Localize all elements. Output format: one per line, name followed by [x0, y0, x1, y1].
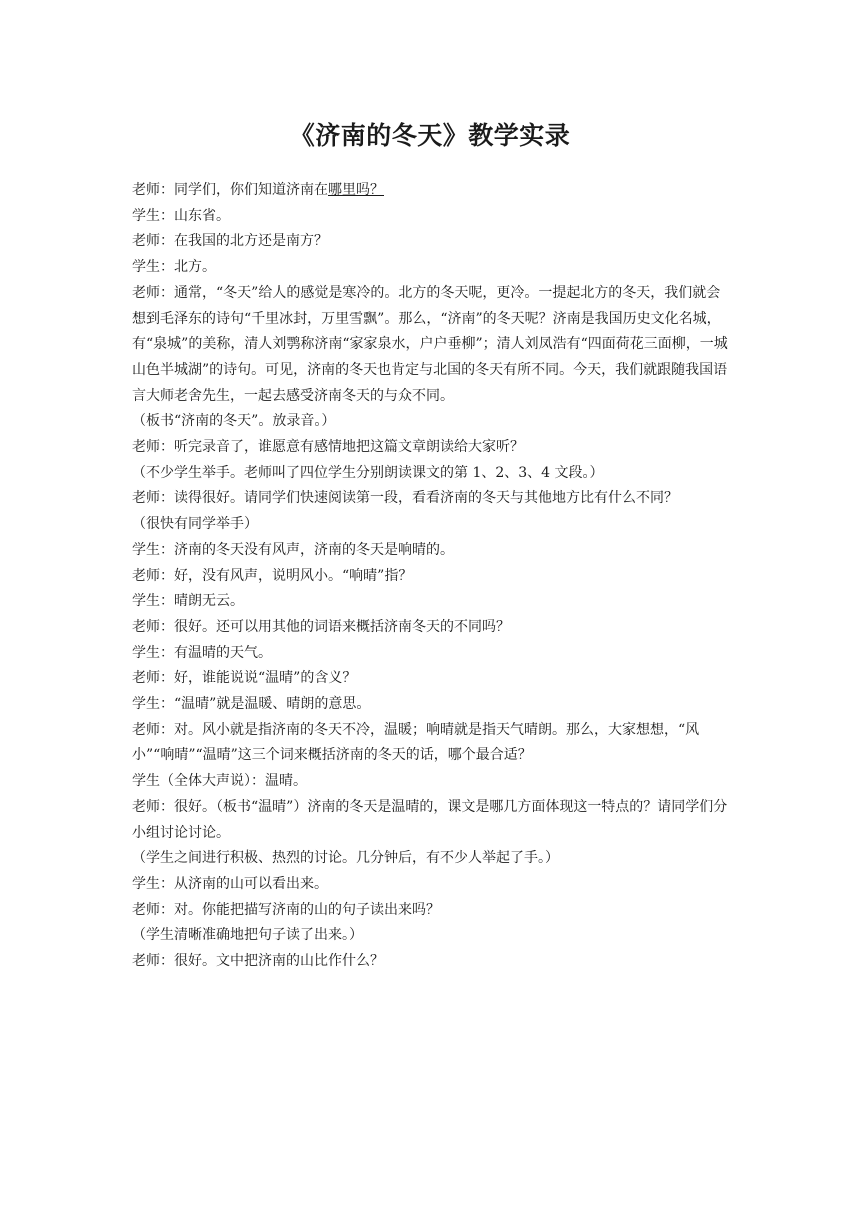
dialogue-paragraph: 老师：对。风小就是指济南的冬天不冷，温暖；响晴就是指天气晴朗。那么，大家想想，“风小”“响晴”“温晴”这三个词来概括济南的冬天的话，哪个最合适？	[132, 721, 700, 764]
dialogue-paragraph: 学生：北方。	[132, 259, 216, 276]
dialogue-paragraph: 老师：对。你能把描写济南的山的句子读出来吗？	[132, 901, 440, 918]
dialogue-paragraph: 学生：山东省。	[132, 207, 230, 224]
dialogue-paragraph: 老师：好，没有风声，说明风小。“响晴”指？	[132, 567, 413, 584]
dialogue-paragraph: 老师：读得很好。请同学们快速阅读第一段，看看济南的冬天与其他地方比有什么不同？	[132, 490, 678, 507]
dialogue-paragraph: 学生：“温晴”就是温暖、晴朗的意思。	[132, 696, 371, 713]
dialogue-paragraph: 学生：从济南的山可以看出来。	[132, 875, 328, 892]
dialogue-paragraph: 老师：很好。还可以用其他的词语来概括济南冬天的不同吗？	[132, 618, 510, 635]
dialogue-paragraph: 老师：在我国的北方还是南方？	[132, 233, 328, 250]
dialogue-paragraph: 老师：听完录音了，谁愿意有感情地把这篇文章朗读给大家听？	[132, 439, 524, 456]
underlined-text: 哪里吗？	[328, 182, 384, 198]
document-title: 《济南的冬天》教学实录	[289, 121, 571, 150]
dialogue-paragraph: （不少学生举手。老师叫了四位学生分别朗读课文的第 1、2、3、4 文段。）	[132, 464, 604, 481]
dialogue-paragraph: 学生：有温晴的天气。	[132, 644, 272, 661]
dialogue-paragraph: （很快有同学举手）	[132, 516, 258, 533]
dialogue-paragraph	[132, 178, 732, 204]
document-body	[132, 178, 732, 975]
dialogue-paragraph: （学生之间进行积极、热烈的讨论。几分钟后，有不少人举起了手。）	[132, 850, 559, 867]
dialogue-paragraph: 老师：很好。文中把济南的山比作什么？	[132, 953, 384, 970]
dialogue-paragraph: 老师：通常，“冬天”给人的感觉是寒冷的。北方的冬天呢，更冷。一提起北方的冬天，我们就会想到毛泽东的诗句“千里冰封，万里雪飘”。那么，“济南”的冬天呢？济南是我国历史文化名城，有“泉城”的美称，清人刘鹗称济南“家家泉水，户户垂柳”；清人刘凤浩有“四面荷花三面柳，一城山色半城湖”的诗句。可见，济南的冬天也肯定与北国的冬天有所不同。今天，我们就跟随我国语言大师老舍先生，一起去感受济南冬天的与众不同。	[132, 284, 728, 404]
dialogue-paragraph: （板书“济南的冬天”。放录音。）	[132, 413, 336, 430]
paragraph-text: 老师：同学们，你们知道济南在	[132, 182, 328, 198]
dialogue-paragraph: 学生：晴朗无云。	[132, 593, 244, 610]
dialogue-paragraph: 老师：很好。（板书“温晴”）济南的冬天是温晴的，课文是哪几方面体现这一特点的？请同学们分小组讨论讨论。	[132, 798, 728, 841]
dialogue-paragraph: 老师：好，谁能说说“温晴”的含义？	[132, 670, 357, 687]
dialogue-paragraph: 学生（全体大声说）：温晴。	[132, 773, 307, 790]
dialogue-paragraph: 学生：济南的冬天没有风声，济南的冬天是响晴的。	[132, 541, 454, 558]
dialogue-paragraph: （学生清晰准确地把句子读了出来。）	[132, 927, 363, 944]
